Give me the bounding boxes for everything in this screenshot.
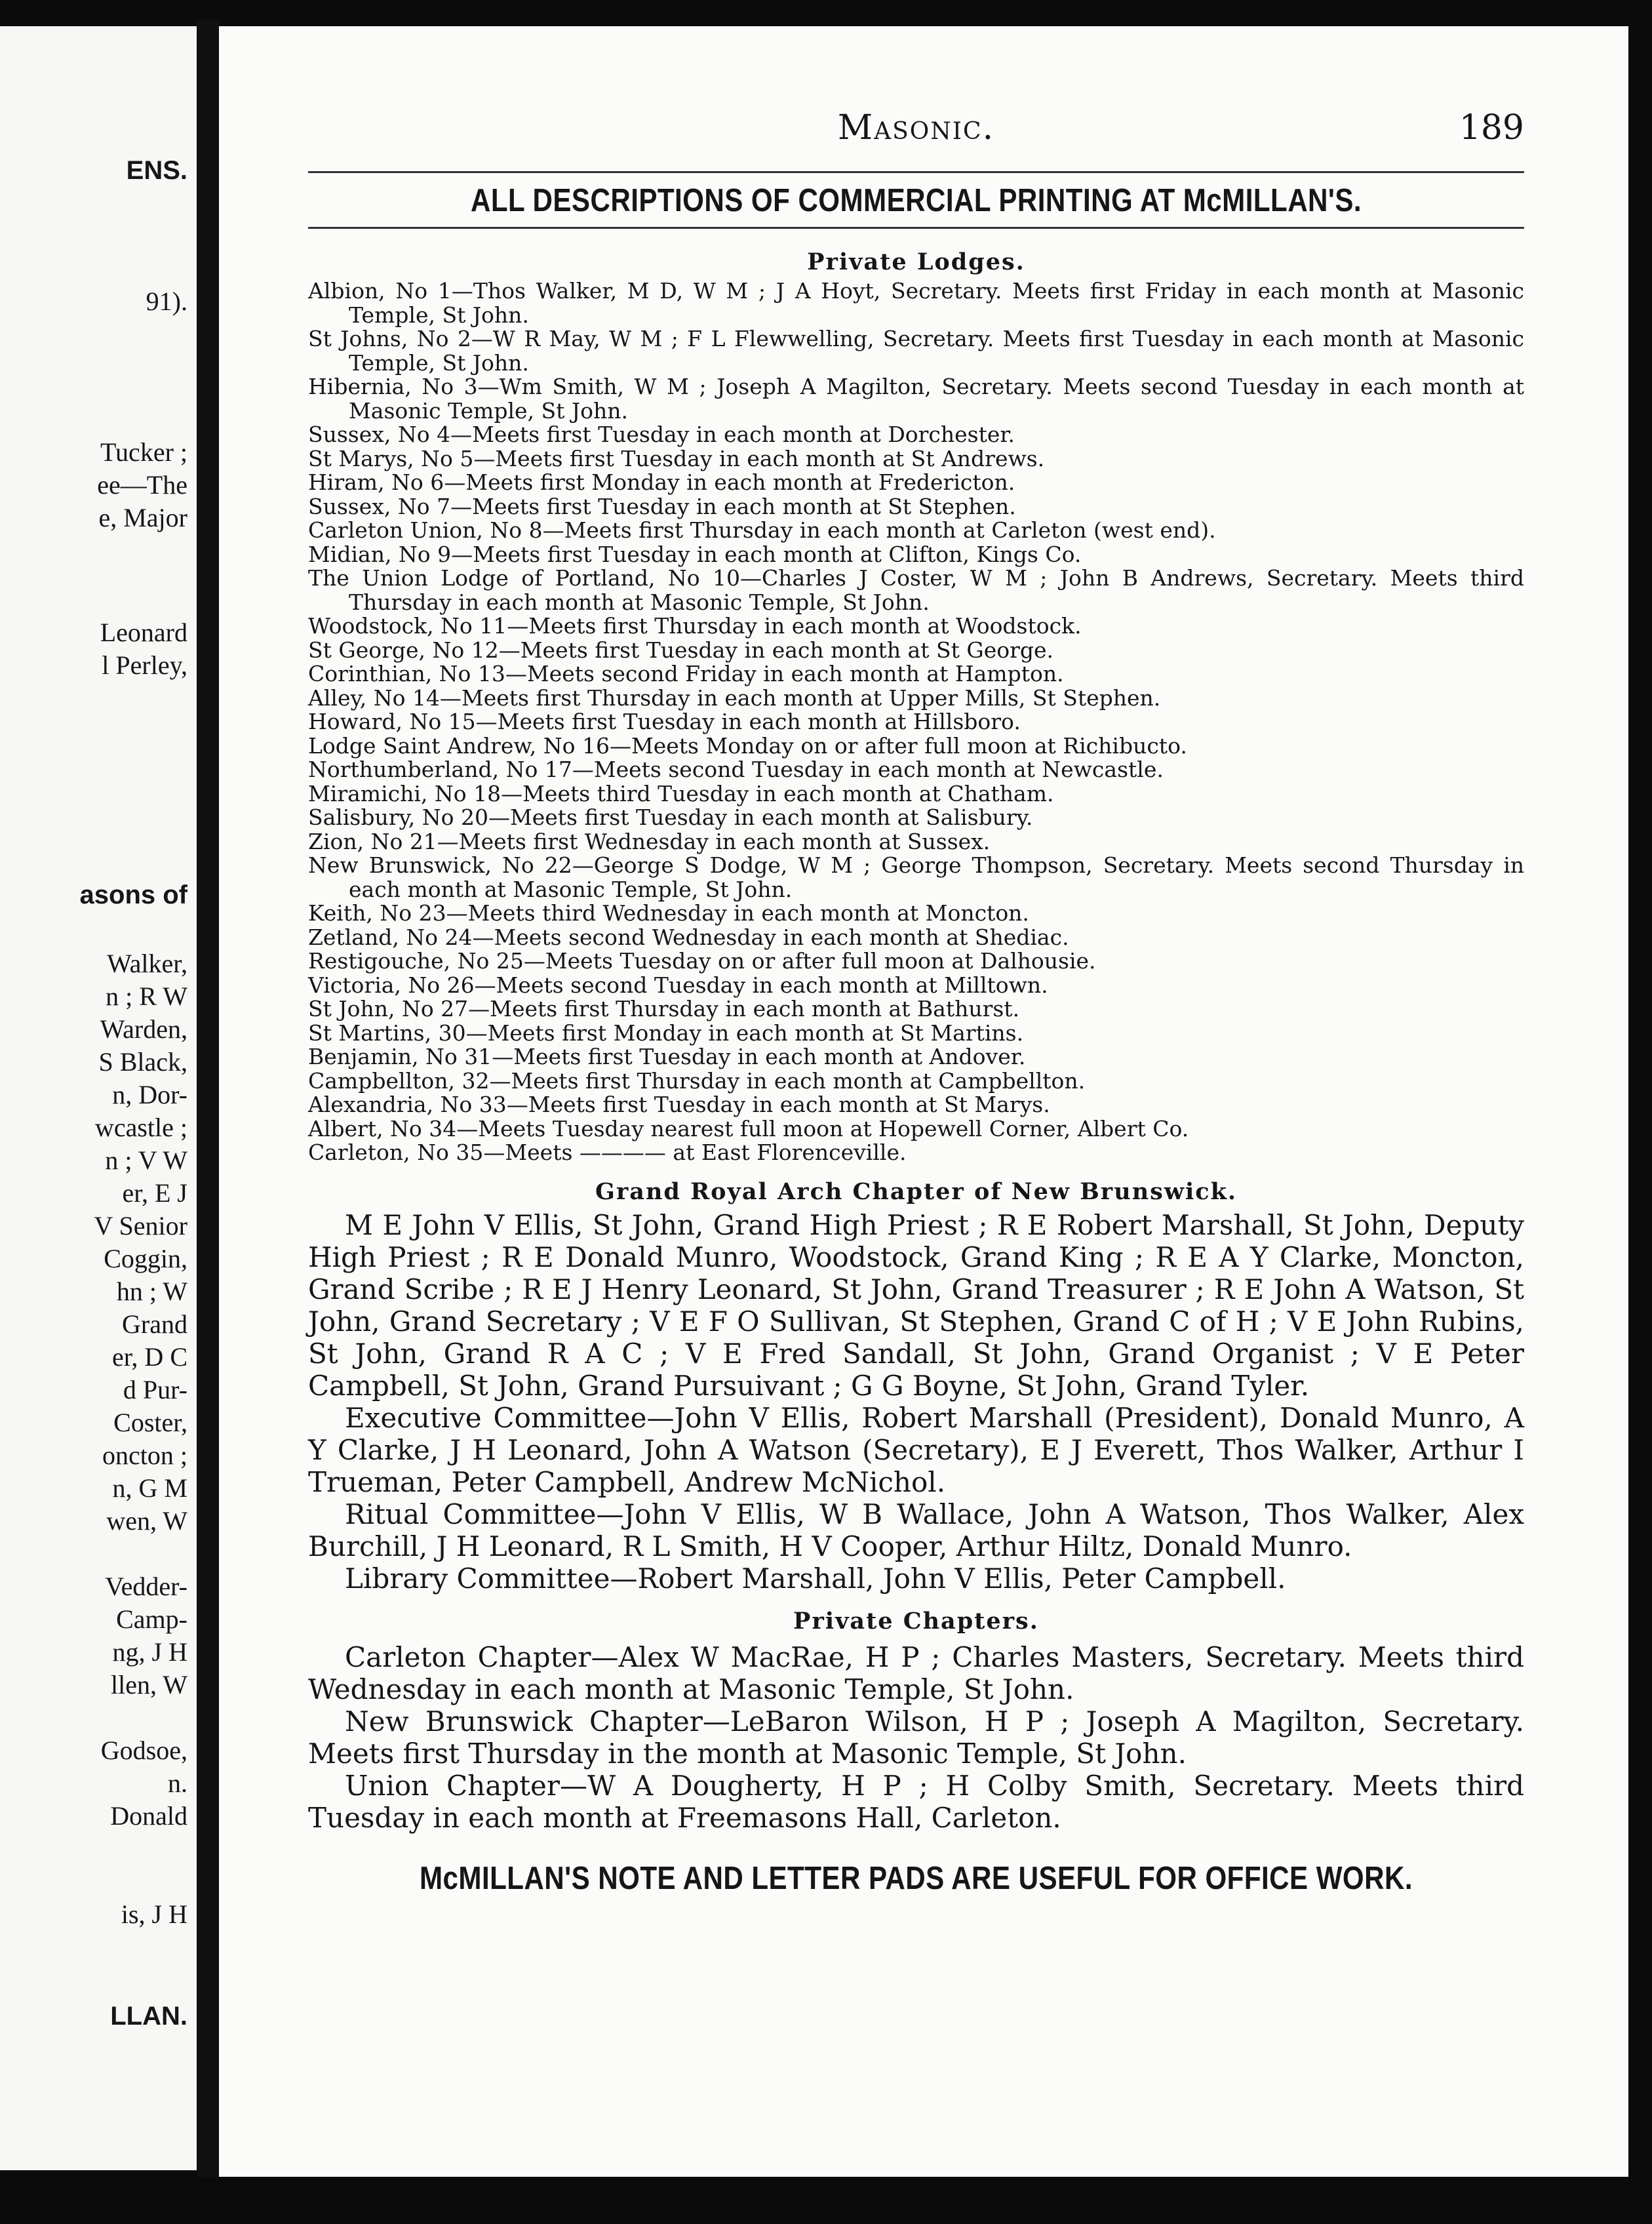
facing-page-text: Warden, [100,1014,187,1044]
lodge-entry: St George, No 12—Meets first Tuesday in each month at St George. [308,637,1054,663]
facing-page-text: n ; R W [106,982,187,1011]
facing-page-text: 91). [146,287,187,316]
facing-page-text: er, D C [111,1342,187,1372]
facing-page-text: llen, W [110,1670,187,1699]
lodge-entry: St John, No 27—Meets first Thursday in each month at Bathurst. [308,996,1020,1022]
chapter-paragraph: Ritual Committee—John V Ellis, W B Wallace, John A Watson, Thos Walker, Alex Burchill, J H Leonard, R L Smith, H V Cooper, Arthur Hiltz, Donald Munro. [308,1498,1524,1562]
banner-rule [308,227,1524,229]
lodge-entry: Sussex, No 7—Meets first Tuesday in each month at St Stephen. [308,493,1016,519]
lodge-entry: St Martins, 30—Meets first Monday in each month at St Martins. [308,1020,1024,1046]
facing-page-text: n, G M [112,1473,187,1503]
facing-page-fragment [0,26,197,2170]
facing-page-text: e, Major [98,503,187,532]
facing-page-text: Godsoe, [100,1736,187,1765]
facing-page-text: ee—The [97,470,187,500]
facing-page-text: ng, J H [112,1637,187,1667]
facing-page-text: n, Dor- [112,1080,187,1109]
facing-page-text: ENS. [126,156,187,185]
lodge-entry: Alexandria, No 33—Meets first Tuesday in each month at St Marys. [308,1092,1050,1117]
lodge-entry: Lodge Saint Andrew, No 16—Meets Monday on or after full moon at Richibucto. [308,732,1187,759]
lodge-list [308,279,1524,1165]
facing-page-text: Leonard [100,618,187,647]
lodge-entry: Victoria, No 26—Meets second Tuesday in each month at Milltown. [308,972,1048,998]
lodge-entry: St Johns, No 2—W R May, W M ; F L Flewwelling, Secretary. Meets first Tuesday in each month at Masonic Temple, St John. [308,326,1524,376]
lodge-entry: New Brunswick, No 22—George S Dodge, W M ; George Thompson, Secretary. Meets second Thursday in each month at Masonic Temple, St John. [308,852,1524,902]
facing-page-text: Grand [122,1309,187,1339]
private-chapters-section [308,1608,1524,1834]
lodge-entry: Zetland, No 24—Meets second Wednesday in each month at Shediac. [308,924,1069,950]
facing-page-text: hn ; W [116,1277,187,1306]
grand-chapter-paragraphs [308,1209,1524,1595]
lodge-entry: Campbellton, 32—Meets first Thursday in each month at Campbellton. [308,1067,1086,1094]
lodge-entry: Northumberland, No 17—Meets second Tuesday in each month at Newcastle. [308,757,1164,782]
private-lodges-title: Private Lodges. [807,248,1025,275]
facing-page-text: oncton ; [102,1440,187,1470]
grand-chapter-title: Grand Royal Arch Chapter of New Brunswick. [595,1178,1238,1205]
page-content [308,108,1524,1897]
page-header [308,108,1524,171]
facing-page-text: Tucker ; [100,437,187,467]
lodge-entry: Hiram, No 6—Meets first Monday in each month at Fredericton. [308,469,1015,495]
top-advert-banner: ALL DESCRIPTIONS OF COMMERCIAL PRINTING AT McMILLAN'S. [470,183,1362,218]
facing-page-text: wen, W [106,1506,187,1536]
lodge-entry: Hibernia, No 3—Wm Smith, W M ; Joseph A Magilton, Secretary. Meets second Tuesday in each month at Masonic Temple, St John. [308,374,1524,424]
private-chapters-paragraphs [308,1641,1524,1834]
lodge-entry: Sussex, No 4—Meets first Tuesday in each month at Dorchester. [308,422,1015,447]
chapter-paragraph: M E John V Ellis, St John, Grand High Priest ; R E Robert Marshall, St John, Deputy High Priest ; R E Donald Munro, Woodstock, Grand King ; R E A Y Clarke, Moncton, Grand Scribe ; R E J Henry Leonard, St John, Grand Treasurer ; R E John A Watson, St John, Grand Secretary ; V E F O Sullivan, St Stephen, Grand C of H ; V E John Rubins, St John, Grand R A C ; V E Fred Sandall, St John, Grand Organist ; V E Peter Campbell, St John, Grand Pursuivant ; G G Boyne, St John, Grand Tyler. [308,1208,1524,1402]
book-gutter [197,20,219,2177]
running-title: Masonic. [837,108,995,148]
chapter-paragraph: Library Committee—Robert Marshall, John V Ellis, Peter Campbell. [345,1562,1286,1595]
lodge-entry: Restigouche, No 25—Meets Tuesday on or after full moon at Dalhousie. [308,948,1096,974]
chapter-paragraph: Executive Committee—John V Ellis, Robert Marshall (President), Donald Munro, A Y Clarke, J H Leonard, John A Watson (Secretary), E J Everett, Thos Walker, Arthur I Trueman, Peter Campbell, Andrew McNichol. [308,1401,1524,1498]
facing-page-text: Camp- [116,1604,187,1634]
private-chapter-entry: Union Chapter—W A Dougherty, H P ; H Colby Smith, Secretary. Meets third Tuesday in each month at Freemasons Hall, Carleton. [308,1769,1524,1834]
lodge-entry: Woodstock, No 11—Meets first Thursday in each month at Woodstock. [308,613,1082,639]
lodge-entry: Albert, No 34—Meets Tuesday nearest full moon at Hopewell Corner, Albert Co. [308,1115,1189,1142]
directory-page [219,26,1628,2177]
lodge-entry: Albion, No 1—Thos Walker, M D, W M ; J A Hoyt, Secretary. Meets first Friday in each month at Masonic Temple, St John. [308,278,1524,328]
lodge-entry: Benjamin, No 31—Meets first Tuesday in each month at Andover. [308,1044,1026,1069]
grand-chapter-section [308,1178,1524,1595]
lodge-entry: Corinthian, No 13—Meets second Friday in each month at Hampton. [308,661,1064,686]
private-chapter-entry: Carleton Chapter—Alex W MacRae, H P ; Charles Masters, Secretary. Meets third Wednesday in each month at Masonic Temple, St John. [308,1640,1524,1705]
facing-page-text: n. [168,1768,187,1798]
facing-page-text: Walker, [107,949,187,978]
facing-page-text: Donald [110,1801,187,1831]
lodge-entry: The Union Lodge of Portland, No 10—Charles J Coster, W M ; John B Andrews, Secretary. Meets third Thursday in each month at Masonic Temple, St John. [308,565,1524,615]
facing-page-text: l Perley, [102,650,187,680]
facing-page-text: LLAN. [110,2002,187,2031]
facing-page-text: wcastle ; [94,1113,187,1142]
facing-page-text: V Senior [94,1211,187,1241]
lodge-entry: St Marys, No 5—Meets first Tuesday in each month at St Andrews. [308,445,1045,471]
facing-page-text: d Pur- [123,1375,187,1404]
facing-page-text: Coster, [113,1408,187,1437]
facing-page-text: Coggin, [104,1244,187,1273]
facing-page-text: asons of [79,881,187,909]
page-number: 189 [1459,108,1524,148]
lodge-entry: Howard, No 15—Meets first Tuesday in each month at Hillsboro. [308,709,1021,734]
lodge-entry: Keith, No 23—Meets third Wednesday in each month at Moncton. [308,900,1029,926]
facing-page-text: is, J H [121,1899,187,1929]
bottom-advert-banner: McMILLAN'S NOTE AND LETTER PADS ARE USEFUL FOR OFFICE WORK. [420,1860,1413,1896]
facing-page-text: Vedder- [105,1572,187,1601]
lodge-entry: Zion, No 21—Meets first Wednesday in each month at Sussex. [308,828,991,854]
private-chapter-entry: New Brunswick Chapter—LeBaron Wilson, H P ; Joseph A Magilton, Secretary. Meets first Thursday in the month at Masonic Temple, St John. [308,1705,1524,1770]
private-chapters-title: Private Chapters. [793,1607,1039,1635]
header-rule [308,171,1524,173]
lodge-entry: Midian, No 9—Meets first Tuesday in each month at Clifton, Kings Co. [308,541,1082,567]
private-lodges-section [308,248,1524,1165]
facing-page-text: n ; V W [105,1145,187,1175]
facing-page-text: S Black, [98,1047,187,1077]
facing-page-text: er, E J [122,1178,187,1208]
lodge-entry: Carleton, No 35—Meets ———— at East Florenceville. [308,1140,907,1165]
lodge-entry: Salisbury, No 20—Meets first Tuesday in each month at Salisbury. [308,804,1033,830]
lodge-entry: Miramichi, No 18—Meets third Tuesday in each month at Chatham. [308,780,1054,806]
lodge-entry: Alley, No 14—Meets first Thursday in each month at Upper Mills, St Stephen. [308,685,1161,711]
lodge-entry: Carleton Union, No 8—Meets first Thursday in each month at Carleton (west end). [308,517,1216,543]
